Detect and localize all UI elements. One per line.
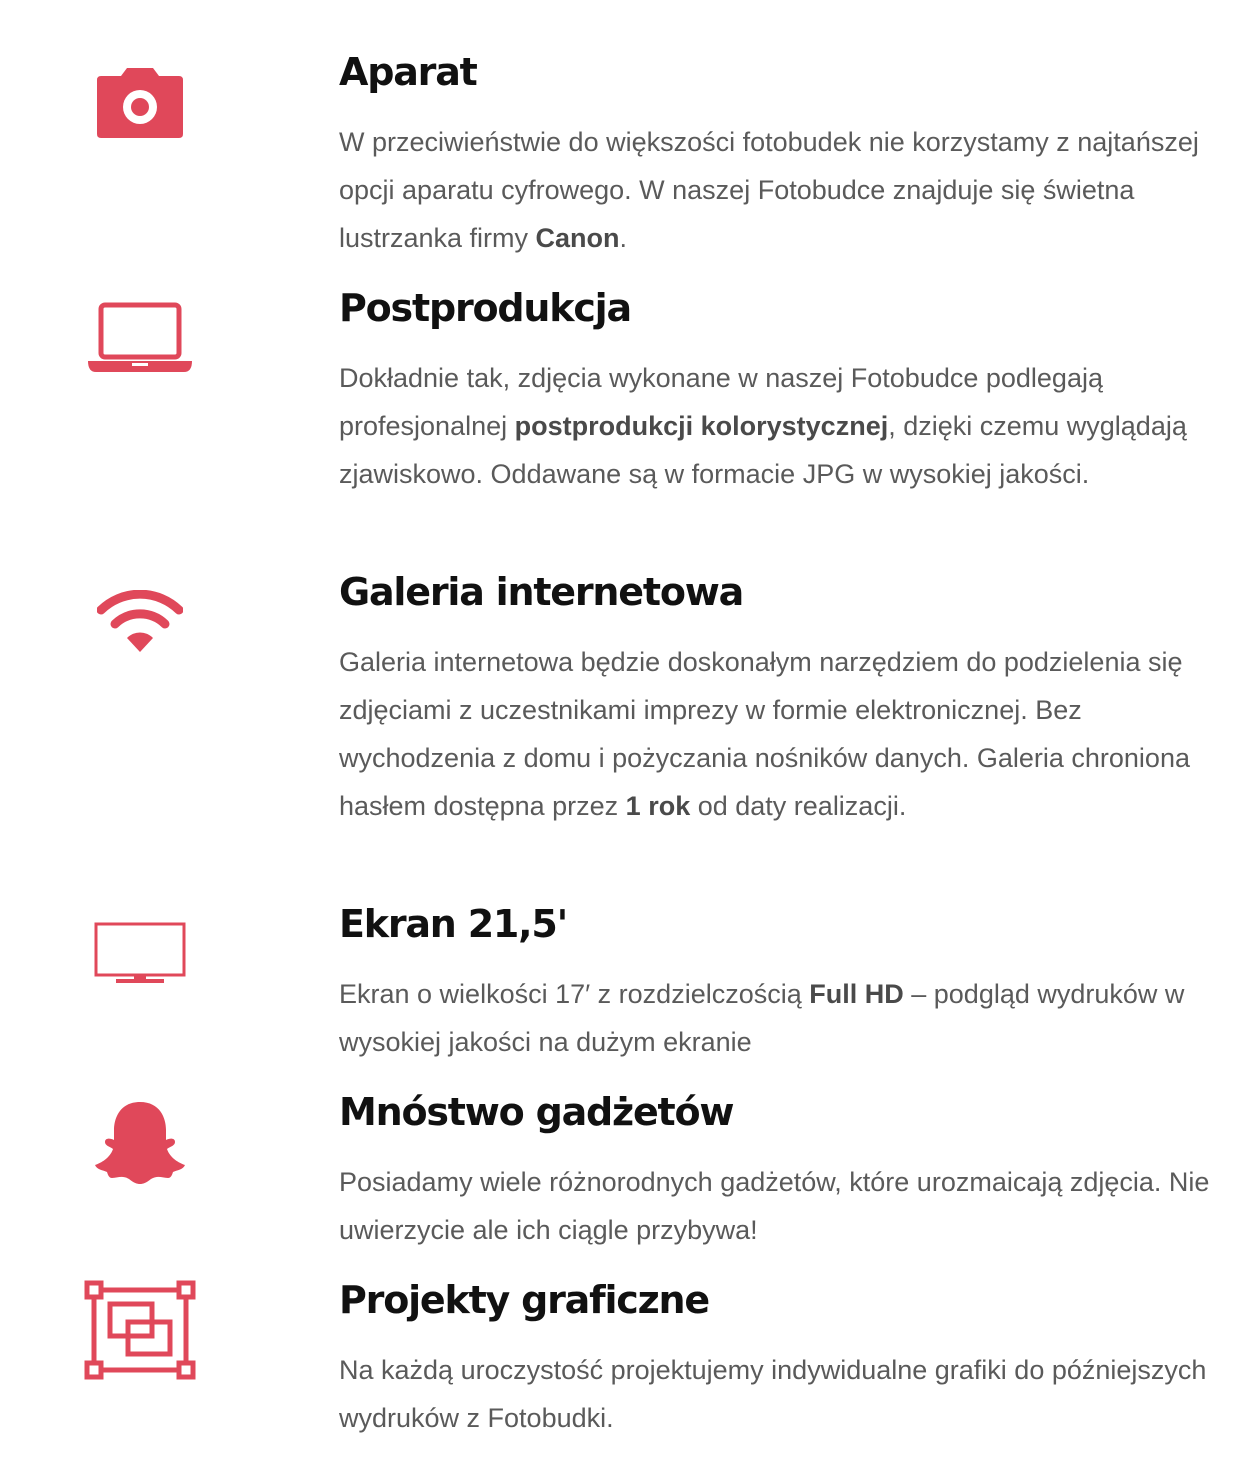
feature-description: Na każdą uroczystość projektujemy indywidualne grafiki do późniejszych wydruków z Fotobudki.: [339, 1355, 1207, 1433]
feature-description: Ekran o wielkości 17′ z rozdzielczością Full HD – podgląd wydruków w wysokiej jakości na dużym ekranie: [339, 979, 1185, 1057]
feature-title: Mnóstwo gadżetów: [339, 1090, 734, 1134]
feature-description: Dokładnie tak, zdjęcia wykonane w naszej Fotobudce podlegają profesjonalnej postprodukcji kolorystycznej, dzięki czemu wyglądają zjawiskowo. Oddawane są w formacie JPG w wysokiej jakości.: [339, 363, 1187, 489]
feature-title: Ekran 21,5': [339, 902, 568, 946]
camera-icon: [80, 66, 200, 140]
ghost-icon: [80, 1100, 200, 1184]
feature-description: W przeciwieństwie do większości fotobudek nie korzystamy z najtańszej opcji aparatu cyfrowego. W naszej Fotobudce znajduje się świetna lustrzanka firmy Canon.: [339, 127, 1199, 253]
feature-title: Postprodukcja: [339, 286, 631, 330]
vector-design-icon: [80, 1280, 200, 1380]
monitor-icon: [80, 922, 200, 984]
feature-title: Projekty graficzne: [339, 1278, 709, 1322]
feature-title: Galeria internetowa: [339, 570, 744, 614]
wifi-icon: [80, 590, 200, 654]
feature-description: Galeria internetowa będzie doskonałym narzędziem do podzielenia się zdjęciami z uczestnikami imprezy w formie elektronicznej. Bez wychodzenia z domu i pożyczania nośników danych. Galeria chroniona hasłem dostępna przez 1 rok od daty realizacji.: [339, 647, 1190, 821]
laptop-icon: [80, 302, 200, 372]
feature-title: Aparat: [339, 50, 477, 94]
feature-description: Posiadamy wiele różnorodnych gadżetów, które urozmaicają zdjęcia. Nie uwierzycie ale ich ciągle przybywa!: [339, 1167, 1210, 1245]
